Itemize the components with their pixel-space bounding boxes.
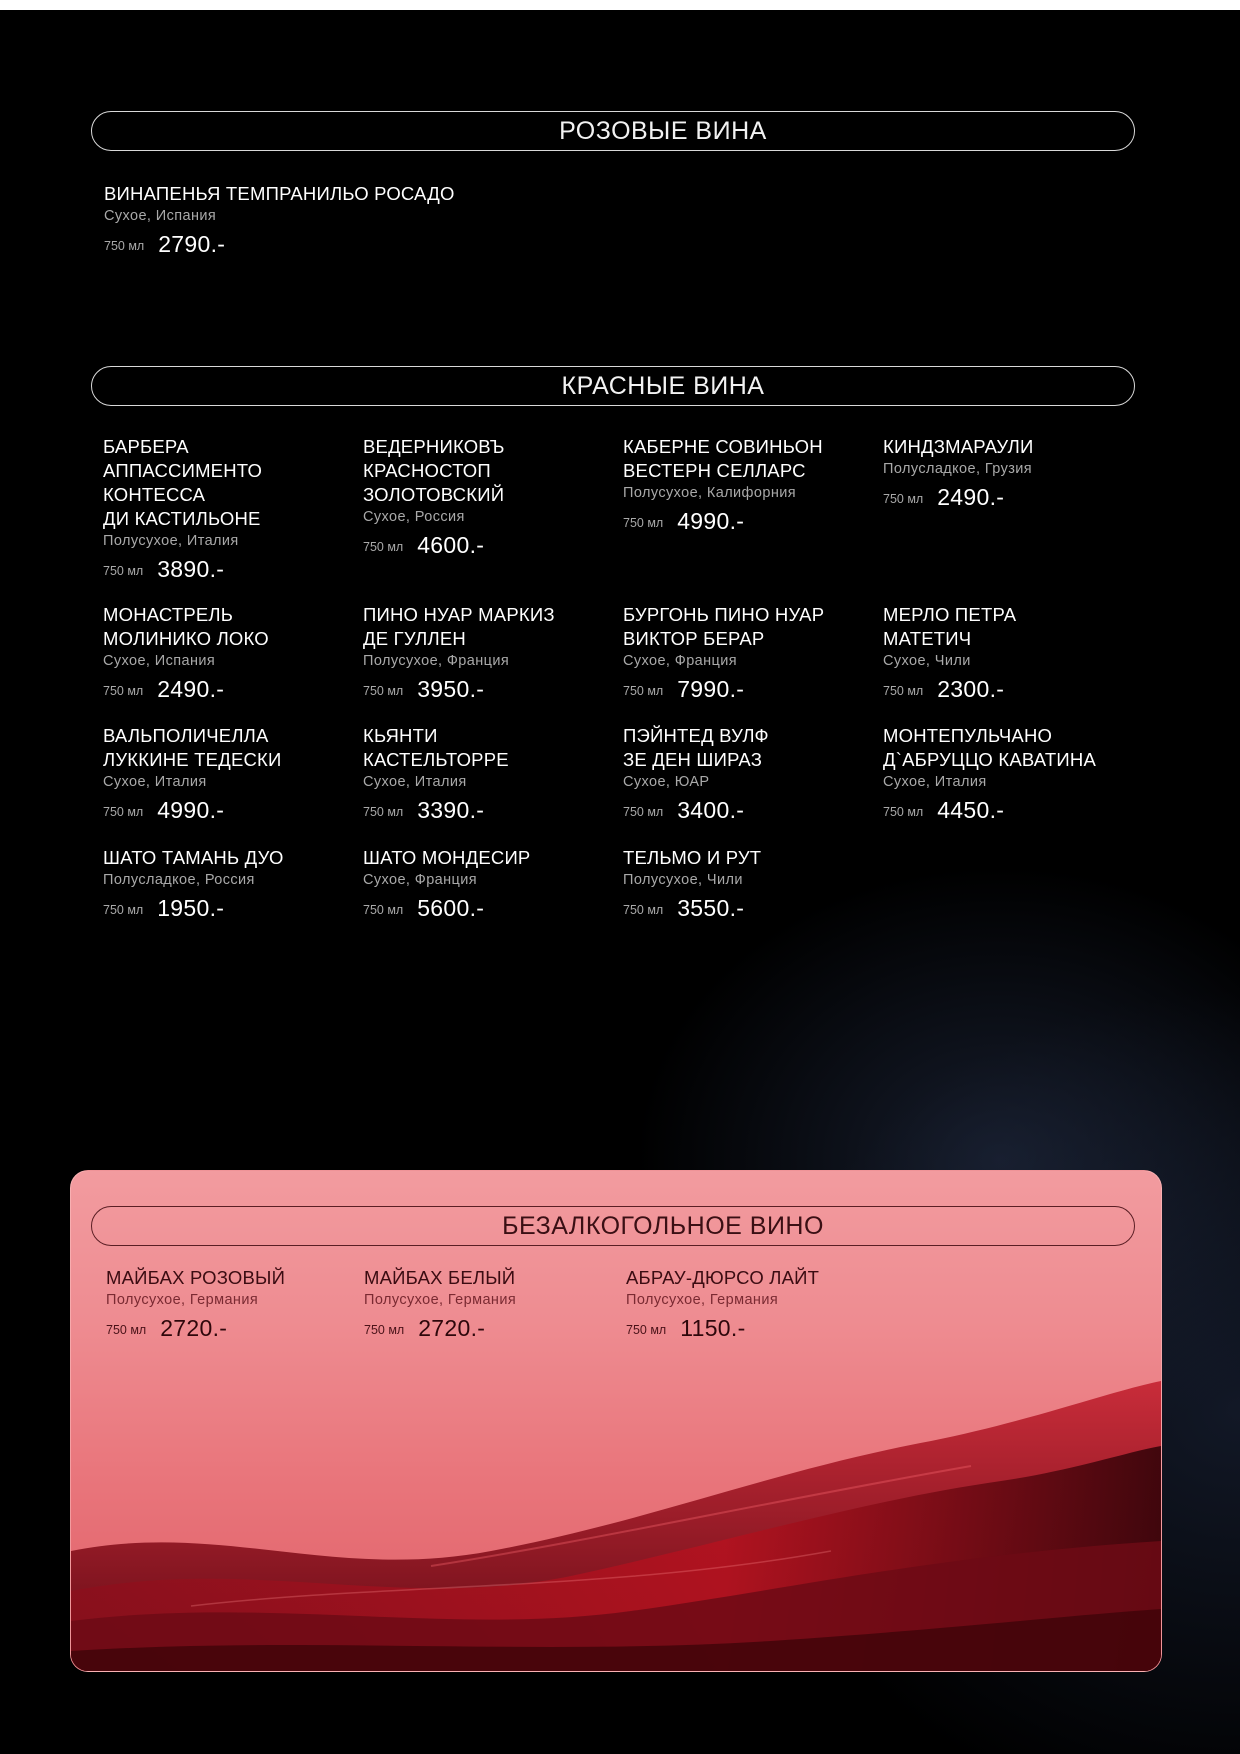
- menu-item: [363, 846, 530, 922]
- item-description: Сухое, Испания: [103, 653, 216, 669]
- item-price: 1150.-: [680, 1315, 746, 1341]
- item-description: Полусухое, Германия: [626, 1292, 779, 1308]
- item-price: 4990.-: [677, 508, 745, 534]
- item-description: Сухое, Италия: [363, 774, 467, 790]
- item-price: 4600.-: [417, 532, 485, 558]
- item-name: ТЕЛЬМО И РУТ: [623, 847, 762, 868]
- item-volume: 750 мл: [364, 1323, 405, 1337]
- item-description: Сухое, Франция: [363, 872, 478, 888]
- item-price: 2300.-: [937, 676, 1005, 702]
- price-row: [623, 676, 824, 703]
- item-name: ВИНАПЕНЬЯ ТЕМПРАНИЛЬО РОСАДО: [104, 183, 455, 204]
- menu-item: [363, 724, 509, 824]
- item-volume: 750 мл: [363, 903, 404, 917]
- item-name: ШАТО ТАМАНЬ ДУО: [103, 847, 284, 868]
- price-row: [103, 797, 282, 824]
- item-name: МОНАСТРЕЛЬ МОЛИНИКО ЛОКО: [103, 604, 269, 649]
- item-description: Сухое, ЮАР: [623, 774, 710, 790]
- non-alcoholic-title: БЕЗАЛКОГОЛЬНОЕ ВИНО: [502, 1212, 824, 1240]
- item-name: ВАЛЬПОЛИЧЕЛЛА ЛУККИНЕ ТЕДЕСКИ: [103, 725, 282, 770]
- item-name: КИНДЗМАРАУЛИ: [883, 436, 1034, 457]
- item-volume: 750 мл: [103, 564, 144, 578]
- menu-item: [103, 724, 282, 824]
- item-volume: 750 мл: [623, 684, 664, 698]
- item-description: Полусухое, Чили: [623, 872, 743, 888]
- item-price: 2490.-: [937, 484, 1005, 510]
- item-description: Полусладкое, Грузия: [883, 461, 1033, 477]
- item-volume: 750 мл: [883, 492, 924, 506]
- item-description: Сухое, Чили: [883, 653, 971, 669]
- item-price: 2790.-: [158, 231, 226, 257]
- item-description: Полусухое, Франция: [363, 653, 510, 669]
- item-volume: 750 мл: [883, 805, 924, 819]
- price-row: [363, 532, 505, 559]
- price-row: [883, 484, 1034, 511]
- item-volume: 750 мл: [363, 540, 404, 554]
- wine-wave-image: [71, 1351, 1161, 1671]
- menu-item: [364, 1266, 516, 1342]
- item-description: Сухое, Россия: [363, 509, 465, 525]
- item-price: 4450.-: [937, 797, 1005, 823]
- item-name: МАЙБАХ БЕЛЫЙ: [364, 1267, 516, 1288]
- menu-item: [883, 724, 1096, 824]
- item-volume: 750 мл: [103, 805, 144, 819]
- item-price: 3950.-: [417, 676, 485, 702]
- item-description: Сухое, Испания: [104, 208, 217, 224]
- item-volume: 750 мл: [103, 903, 144, 917]
- price-row: [883, 676, 1016, 703]
- item-price: 1950.-: [157, 895, 225, 921]
- item-description: Сухое, Италия: [883, 774, 987, 790]
- price-row: [623, 895, 761, 922]
- item-price: 5600.-: [417, 895, 485, 921]
- rose-wines-title: РОЗОВЫЕ ВИНА: [559, 117, 767, 145]
- price-row: [363, 797, 509, 824]
- menu-item: [883, 435, 1034, 511]
- menu-page: [0, 10, 1240, 1754]
- menu-item: [363, 603, 555, 703]
- price-row: [623, 797, 769, 824]
- menu-item: [623, 603, 824, 703]
- item-name: МЕРЛО ПЕТРА МАТЕТИЧ: [883, 604, 1017, 649]
- item-price: 2720.-: [418, 1315, 486, 1341]
- item-price: 2720.-: [160, 1315, 228, 1341]
- item-volume: 750 мл: [104, 239, 145, 253]
- non-alcoholic-header: [91, 1206, 1135, 1246]
- item-name: КАБЕРНЕ СОВИНЬОН ВЕСТЕРН СЕЛЛАРС: [623, 436, 823, 481]
- rose-wines-header: [91, 111, 1135, 151]
- item-name: ПЭЙНТЕД ВУЛФ ЗЕ ДЕН ШИРАЗ: [623, 725, 769, 770]
- price-row: [103, 895, 284, 922]
- item-price: 4990.-: [157, 797, 225, 823]
- menu-item: [103, 603, 269, 703]
- price-row: [363, 895, 530, 922]
- red-wines-title: КРАСНЫЕ ВИНА: [561, 372, 765, 400]
- price-row: [626, 1315, 819, 1342]
- menu-item: [623, 435, 823, 535]
- item-name: АБРАУ-ДЮРСО ЛАЙТ: [626, 1267, 820, 1288]
- item-description: Сухое, Франция: [623, 653, 738, 669]
- item-description: Полусладкое, Россия: [103, 872, 255, 888]
- price-row: [883, 797, 1096, 824]
- item-name: БАРБЕРА АППАССИМЕНТО КОНТЕССА ДИ КАСТИЛЬОНЕ: [103, 436, 263, 529]
- price-row: [104, 231, 455, 258]
- item-name: ШАТО МОНДЕСИР: [363, 847, 531, 868]
- item-volume: 750 мл: [623, 516, 664, 530]
- item-name: МОНТЕПУЛЬЧАНО Д`АБРУЦЦО КАВАТИНА: [883, 725, 1096, 770]
- item-name: ПИНО НУАР МАРКИЗ ДЕ ГУЛЛЕН: [363, 604, 555, 649]
- item-description: Полусухое, Калифорния: [623, 485, 796, 501]
- item-price: 3390.-: [417, 797, 485, 823]
- item-price: 2490.-: [157, 676, 225, 702]
- item-volume: 750 мл: [106, 1323, 147, 1337]
- item-description: Сухое, Италия: [103, 774, 207, 790]
- item-description: Полусухое, Италия: [103, 533, 239, 549]
- item-volume: 750 мл: [883, 684, 924, 698]
- price-row: [364, 1315, 516, 1342]
- item-price: 3400.-: [677, 797, 745, 823]
- menu-item: [623, 846, 761, 922]
- item-price: 7990.-: [677, 676, 745, 702]
- price-row: [363, 676, 555, 703]
- menu-item: [103, 435, 262, 583]
- item-volume: 750 мл: [363, 684, 404, 698]
- menu-item: [363, 435, 505, 559]
- price-row: [103, 556, 262, 583]
- menu-item: [623, 724, 769, 824]
- item-name: КЬЯНТИ КАСТЕЛЬТОРРЕ: [363, 725, 509, 770]
- price-row: [103, 676, 269, 703]
- menu-item: [883, 603, 1016, 703]
- menu-item: [103, 846, 284, 922]
- item-name: ВЕДЕРНИКОВЪ КРАСНОСТОП ЗОЛОТОВСКИЙ: [363, 436, 505, 505]
- menu-item: [106, 1266, 285, 1342]
- price-row: [106, 1315, 285, 1342]
- menu-item: [104, 182, 455, 258]
- price-row: [623, 508, 823, 535]
- item-volume: 750 мл: [623, 805, 664, 819]
- item-price: 3550.-: [677, 895, 745, 921]
- item-description: Полусухое, Германия: [364, 1292, 517, 1308]
- item-volume: 750 мл: [103, 684, 144, 698]
- item-price: 3890.-: [157, 556, 225, 582]
- red-wines-header: [91, 366, 1135, 406]
- item-volume: 750 мл: [623, 903, 664, 917]
- item-volume: 750 мл: [626, 1323, 667, 1337]
- item-description: Полусухое, Германия: [106, 1292, 259, 1308]
- menu-item: [626, 1266, 819, 1342]
- non-alcoholic-panel: [70, 1170, 1162, 1672]
- item-name: БУРГОНЬ ПИНО НУАР ВИКТОР БЕРАР: [623, 604, 825, 649]
- item-volume: 750 мл: [363, 805, 404, 819]
- item-name: МАЙБАХ РОЗОВЫЙ: [106, 1267, 286, 1288]
